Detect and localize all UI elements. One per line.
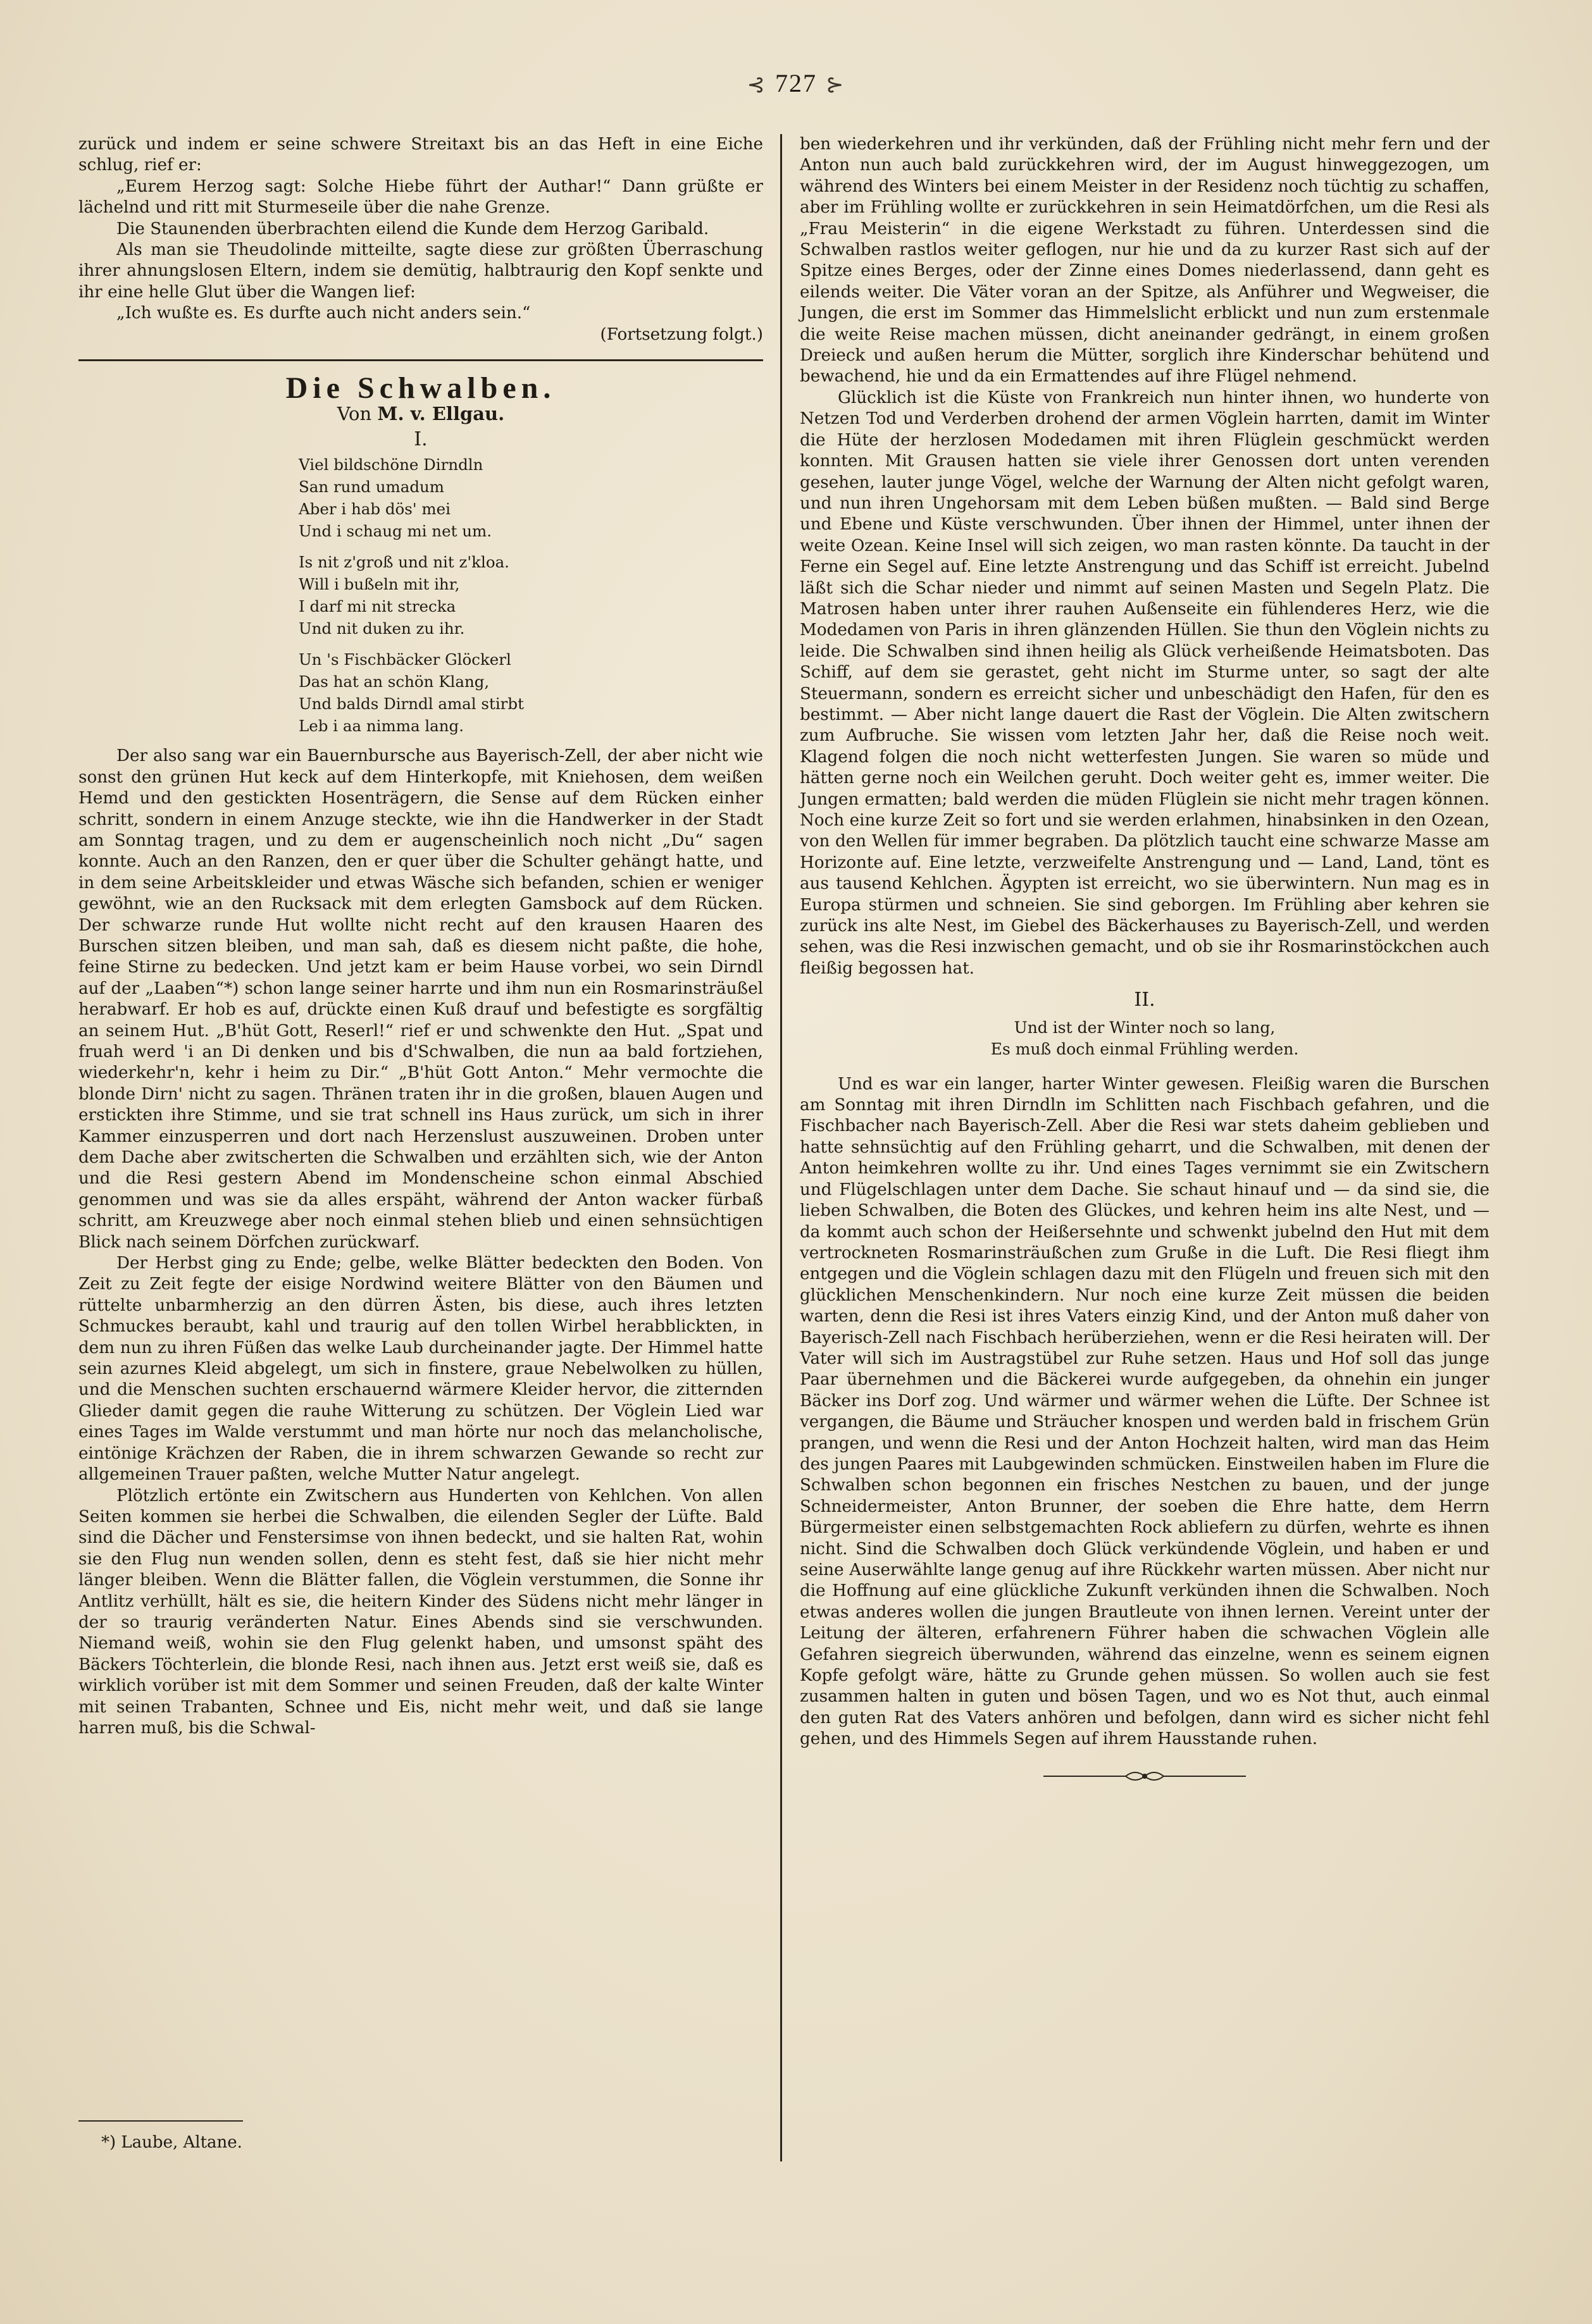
story-paragraph: Und es war ein langer, harter Winter gewesen. Fleißig waren die Burschen am Sonntag mit ihren Dirndln im Schlitten nach Fischbach gefahren, und die Fischbacher nach Bayerisch-Zell. Aber die Resi war stets daheim geblieben und hatte sehnsüchtig auf den Frühling geharrt, und die Schwalben, mit denen der Anton heimkehren wollte zu ihr. Und eines Tages vernimmt sie ein Zwitschern und Flügelschlagen unter dem Dache. Sie schaut hinauf und — da sind sie, die lieben Schwalben, die Boten des Glückes, und kehren heim ins alte Nest, und — da kommt auch schon der Heißersehnte und schwenkt jubelnd den Hut mit dem vertrockneten Rosmarinsträußchen zum Gruße in die Luft. Die Resi fliegt ihm entgegen und die Vöglein schlagen dazu mit den Flügeln und freuen sich mit den glücklichen Menschenkindern. Nur noch eine kurze Zeit müssen die beiden warten, denn die Resi ist ihres Vaters einzig Kind, und der Anton muß daher von Bayerisch-Zell nach Fischbach herüberziehen, wenn er die Resi heiraten will. Der Vater will sich im Austragstübel zur Ruhe setzen. Haus und Hof soll das junge Paar übernehmen und die Bäckerei wurde aufgegeben, da ohnehin ein junger Bäcker ins Dorf zog. Und wärmer und wärmer wehen die Lüfte. Der Schnee ist vergangen, die Bäume und Sträucher knospen und werden bald in frischem Grün prangen, und wenn die Resi und der Anton Hochzeit halten, wird man das Heim des jungen Paares mit Laubgewinden schmücken. Einstweilen haben im Flure die Schwalben schon begonnen ein frisches Nestchen zu bauen, und der junge Schneidermeister, Anton Brunner, der soeben die Ehre hatte, dem Herrn Bürgermeister einen selbstgemachten Rock abliefern zu dürfen, wehrte es ihnen nicht. Sind die Schwalben doch Glück verkündende Vöglein, und haben er und seine Auserwählte lange genug auf ihre Rückkehr warten müssen. Aber nicht nur die Hoffnung auf eine glückliche Zukunft verkünden ihnen die Schwalben. Noch etwas anderes wollen die jungen Brautleute von ihnen lernen. Vereint unter der Leitung der älteren, erfahrenern Führer haben die schwachen Vöglein alle Gefahren siegreich überwunden, während das einzelne, wenn es seinem eignen Kopfe gefolgt wäre, hätte zu Grunde gehen müssen. So wollen auch sie fest zusammen halten in guten und bösen Tagen, und wo es Not thut, auch einmal den guten Rat des Vaters anhören und befolgen, dann wird es sicher nicht fehl gehen, und des Himmels Segen auf ihrem Hausstande ruhen. [800,1074,1489,1749]
poem-line: Aber i hab dös' mei [299,500,451,519]
poem-line: Und nit duken zu ihr. [299,619,465,638]
byline [78,404,763,424]
poem-stanza [299,551,763,640]
story-paragraph: Plötzlich ertönte ein Zwitschern aus Hunderten von Kehlchen. Von allen Seiten kommen sie herbei die Schwalben, die eilenden Segler der Lüfte. Bald sind die Dächer und Fenstersimse von ihnen bedeckt, und sie halten Rat, wohin sie den Flug nun wenden sollen, denn es steht fest, daß sie hier nicht mehr länger bleiben. Wenn die Blätter fallen, die Vöglein verstummen, die Sonne ihr Antlitz verhüllt, hält es sie, die heitern Kinder des Südens nicht mehr länger in der so traurig veränderten Natur. Eines Abends sind sie verschwunden. Niemand weiß, wohin sie den Flug gelenkt haben, und umsonst späht des Bäckers Töchterlein, die blonde Resi, nach ihnen aus. Jetzt erst weiß sie, daß es wirklich vorüber ist mit dem Sommer und seinen Freuden, daß der kalte Winter mit seinen Trabanten, Schnee und Eis, nicht mehr weit, und daß sie lange harren muß, bis die Schwal- [78,1486,763,1738]
section-number: II. [1134,989,1155,1011]
poem-line: Und i schaug mi net um. [299,522,492,541]
section-number: I. [414,428,428,450]
footnote: *) Laube, Altane. [101,2133,242,2152]
article-title: Die Schwalben. [285,371,556,405]
story-paragraph: ben wiederkehren und ihr verkünden, daß der Frühling nicht mehr fern und der Anton nun auch bald zurückkehren wird, der im August hinweggezogen, um während des Winters bei einem Meister in der Residenz noch tüchtig zu schaffen, aber im Frühling wollte er zurückkehren in sein Heimatdörfchen, um die Resi als „Frau Meisterin“ in die eigene Werkstadt zu führen. Unterdessen sind die Schwalben rastlos weiter geflogen, nur hie und da zu kurzer Rast sich auf der Spitze eines Berges, oder der Zinne eines Domes niederlassend, dann geht es eilends weiter. Die Väter voran an der Spitze, als Anführer und Wegweiser, die Jungen, die erst im Sommer das Himmelslicht erblickt und nun zum erstenmale die weite Reise machen müssen, dicht aneinander gedrängt, in einem großen Dreieck und außen herum die Mütter, sorglich ihre Kinderschar behütend und bewachend, hie und da ein Ermattendes auf ihre Flügel nehmend. [800,135,1489,386]
motto [800,1017,1489,1060]
left-flourish-icon: ⊰ [747,73,766,97]
left-column [78,134,763,1739]
poem-line: Un 's Fischbäcker Glöckerl [299,650,511,669]
intro-paragraph: Die Staunenden überbrachten eilend die Kunde dem Herzog Garibald. [116,219,709,238]
motto-line: Und ist der Winter noch so lang, [1014,1018,1276,1037]
end-ornament-icon [1043,1767,1246,1786]
poem-line: Is nit z'groß und nit z'kloa. [299,553,509,572]
continuation-note: (Fortsetzung folgt.) [600,324,763,344]
page-number-text: 727 [775,69,817,97]
intro-paragraph: Als man sie Theudolinde mitteilte, sagte diese zur größten Überraschung ihrer ahnungslosen Eltern, indem sie demütig, halbtraurig den Kopf senkte und ihr eine helle Glut über die Wangen lief: [78,240,763,302]
right-flourish-icon: ⊱ [826,73,845,97]
poem [299,454,763,737]
motto-line: Es muß doch einmal Frühling werden. [990,1039,1299,1058]
column-rule [780,134,782,2161]
byline-author: M. v. Ellgau. [377,403,505,425]
intro-paragraph: „Eurem Herzog sagt: Solche Hiebe führt der Authar!“ Dann grüßte er lächelnd und ritt mit Sturmeseile über die nahe Grenze. [78,176,763,218]
poem-line: I darf mi nit strecka [299,597,456,616]
right-column [800,134,1489,1786]
footnote-rule [78,2120,243,2122]
page-number [0,68,1592,98]
intro-paragraph: zurück und indem er seine schwere Streitaxt bis an das Heft in eine Eiche schlug, rief er: [78,135,763,175]
poem-line: Und balds Dirndl amal stirbt [299,695,524,714]
byline-prefix: Von [337,403,372,425]
poem-line: Das hat an schön Klang, [299,672,490,691]
poem-line: Leb i aa nimma lang. [299,717,464,736]
intro-paragraph: „Ich wußte es. Es durfte auch nicht anders sein.“ [116,304,531,323]
section-divider [78,359,763,361]
poem-line: Viel bildschöne Dirndln [299,455,483,474]
story-paragraph: Der Herbst ging zu Ende; gelbe, welke Blätter bedeckten den Boden. Von Zeit zu Zeit fegte der eisige Nordwind weitere Blätter von den Bäumen und rüttelte unbarmherzig an den dürren Ästen, bis diese, auch ihres letzten Schmuckes beraubt, kahl und traurig auf den tollen Wirbel herabblickten, in dem nun zu ihren Füßen das welke Laub durcheinander jagte. Der Himmel hatte sein azurnes Kleid abgelegt, um sich in finstere, graue Nebelwolken zu hüllen, und die Menschen suchten erschauernd wärmere Kleider hervor, die zitternden Glieder damit gegen die rauhe Witterung zu schützen. Der Vöglein Lied war eines Tages im Walde verstummt und man hörte nur noch das melancholische, eintönige Krächzen der Raben, die in ihrem schwarzen Gewande so recht zur allgemeinen Trauer paßten, welche Mutter Natur angelegt. [78,1254,763,1485]
poem-line: Will i bußeln mit ihr, [299,575,460,594]
story-paragraph: Der also sang war ein Bauernbursche aus Bayerisch-Zell, der aber nicht wie sonst den grünen Hut keck auf dem Hinterkopfe, mit Kniehosen, dem weißen Hemd und den gestickten Hosenträgern, die Sense auf dem Rücken einher schritt, sondern in einem Anzuge steckte, wie ihn die Handwerker in der Stadt am Sonntag tragen, und zu dem er augenscheinlich noch nicht „Du“ sagen konnte. Auch an den Ranzen, den er quer über die Schulter gehängt hatte, und in dem seine Arbeitskleider und etwas Wäsche sich befanden, schien er weniger gewöhnt, wie an den Rucksack mit dem erlegten Gamsbock auf dem Rücken. Der schwarze runde Hut wollte nicht recht auf den krausen Haaren des Burschen sitzen bleiben, und man sah, daß es diesem nicht paßte, die hohe, feine Stirne zu bedecken. Und jetzt kam er beim Hause vorbei, wo sein Dirndl auf der „Laaben“*) schon lange seiner harrte und ihm nun ein Rosmarinsträußel herabwarf. Er hob es auf, drückte einen Kuß drauf und befestigte es sorgfältig an seinem Hut. „B'hüt Gott, Reserl!“ rief er und schwenkte den Hut. „Spat und fruah werd 'i an Di denken und bis d'Schwalben, die nun aa bald fortziehen, wiederkehr'n, kehr i heim zu Dir.“ „B'hüt Gott Anton.“ Mehr vermochte die blonde Dirn' nicht zu sagen. Thränen traten ihr in die großen, blauen Augen und erstickten ihre Stimme, und sie trat schnell ins Haus zurück, um sich in ihrer Kammer einzusperren und dort nach Herzenslust auszuweinen. Droben unter dem Dache aber zwitscherten die Schwalben und erzählten sich, wie der Anton und die Resi gestern Abend im Mondenscheine schon einmal Abschied genommen und was sie da alles erspäht, während der Anton wacker fürbaß schritt, am Kreuzwege aber noch einmal stehen blieb und einen sehnsüchtigen Blick nach seinem Dörfchen zurückwarf. [78,746,763,1252]
poem-line: San rund umadum [299,478,445,497]
story-paragraph: Glücklich ist die Küste von Frankreich nun hinter ihnen, wo hunderte von Netzen Tod und Verderben drohend der armen Vöglein harrten, damit im Winter die Hüte der herzlosen Modedamen mit ihren Flüglein geschmückt werden konnten. Mit Grausen hatten sie viele ihrer Genossen dort unten verenden gesehen, lauter junge Vögel, welche der Warnung der Alten nicht gefolgt waren, und nun ihren Ungehorsam mit dem Leben büßen mußten. — Bald sind Berge und Ebene und Küste verschwunden. Über ihnen der Himmel, unter ihnen der weite Ozean. Keine Insel will sich zeigen, wo man rasten könnte. Da taucht in der Ferne ein Segel auf. Eine letzte Anstrengung und das Schiff ist erreicht. Jubelnd läßt sich die Schar nieder und nimmt auf seinen Masten und Segeln Platz. Die Matrosen haben unter ihrer rauhen Außenseite ein fühlenderes Herz, wie die Modedamen von Paris in ihren glänzenden Hüllen. Sie thun den Vöglein nichts zu leide. Die Schwalben sind ihnen heilig als Glück verheißende Heimatsboten. Das Schiff, auf dem sie gerastet, geht nicht im Sturme unter, so sagt der alte Steuermann, sondern es erreicht sicher und unbeschädigt den Hafen, für den es bestimmt. — Aber nicht lange dauert die Rast der Vöglein. Die Alten zwitschern zum Aufbruche. Sie wissen vom letzten Jahr her, daß die Reise noch weit. Klagend folgen die noch nicht wetterfesten Jungen. Sie waren so müde und hätten gerne noch ein Weilchen geruht. Doch weiter geht es, immer weiter. Die Jungen ermatten; bald werden die müden Flüglein sie nicht mehr tragen können. Noch eine kurze Zeit so fort und sie werden erlahmen, hinabsinken in den Ozean, von den Wellen für immer begraben. Da plötzlich taucht eine schwarze Masse am Horizonte auf. Eine letzte, verzweifelte Anstrengung und — Land, Land, tönt es aus tausend Kehlchen. Ägypten ist erreicht, wo sie überwintern. Nun mag es in Europa stürmen und schneien. Sie sind geborgen. Im Frühling aber kehren sie zurück ins alte Nest, im Giebel des Bäckerhauses zu Bayerisch-Zell, und werden sehen, was die Resi inzwischen gemacht, und ob sie ihr Rosmarinstöckchen auch fleißig begossen hat. [800,388,1489,978]
poem-stanza [299,454,763,542]
poem-stanza [299,648,763,737]
